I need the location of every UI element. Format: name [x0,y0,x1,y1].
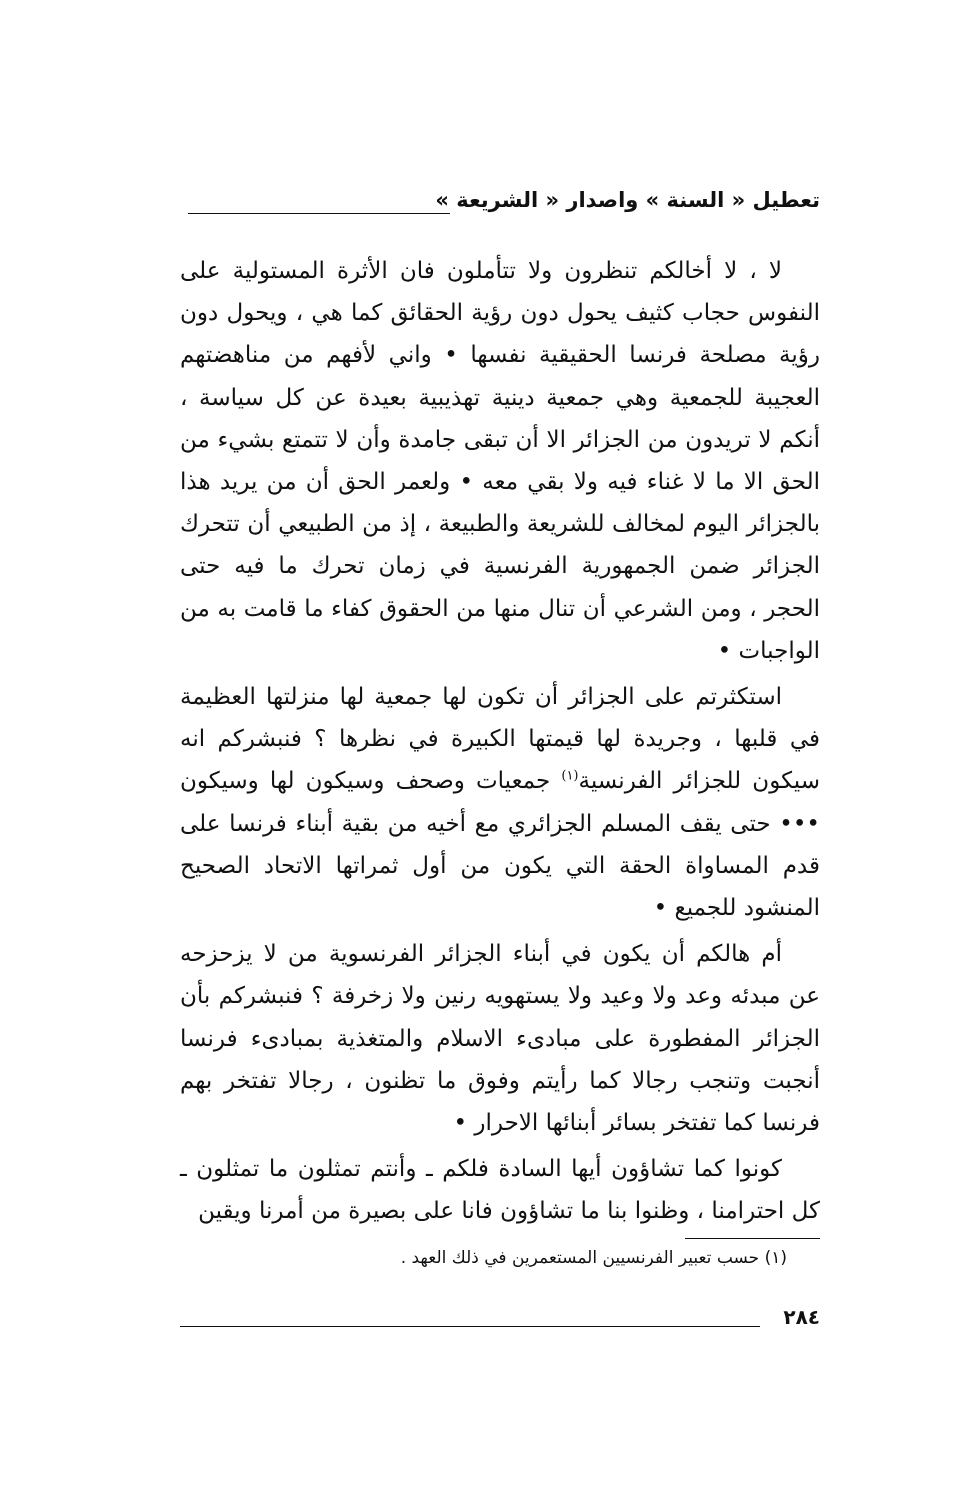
paragraph-1: لا ، لا أخالكم تنظرون ولا تتأملون فان الأثرة المستولية على النفوس حجاب كثيف يحول دون رؤية الحقائق كما هي ، ويحول دون رؤية مصلحة فرنسا الحقيقية نفسها • واني لأفهم من مناهضتهم العجيبة للجمعية وهي جمعية دينية تهذيبية بعيدة عن كل سياسة ، أنكم لا تريدون من الجزائر الا أن تبقى جامدة وأن لا تتمتع بشيء من الحق الا ما لا غناء فيه ولا بقي معه • ولعمر الحق أن من يريد هذا بالجزائر اليوم لمخالف للشريعة والطبيعة ، إذ من الطبيعي أن تتحرك الجزائر ضمن الجمهورية الفرنسية في زمان تحرك ما فيه حتى الحجر ، ومن الشرعي أن تنال منها من الحقوق كفاء ما قامت به من الواجبات • [180,258,820,664]
paragraph-2-text-before: استكثرتم على الجزائر أن تكون لها جمعية لها منزلتها العظيمة في قلبها ، وجريدة لها قيمتها الكبيرة في نظرها ؟ فنبشركم انه سيكون للجزائر الفرنسية [180,684,820,795]
bottom-rule [180,1326,760,1327]
footnote: (١) حسب تعبير الفرنسيين المستعمرين في ذلك العهد . [400,1248,787,1268]
page-number: ٢٨٤ [783,1305,820,1329]
footnote-rule [685,1238,820,1239]
body-text [180,250,820,1233]
footnote-marker: (١) [561,768,579,784]
paragraph-2-text-after: جمعيات وصحف وسيكون لها وسيكون ••• حتى يقف المسلم الجزائري مع أخيه من بقية أبناء فرنسا على قدم المساواة الحقة التي يكون من أول ثمراتها الاتحاد الصحيح المنشود للجميع • [180,768,820,922]
paragraph-2 [180,676,820,929]
header-rule [188,213,450,214]
paragraph-4: كونوا كما تشاؤون أيها السادة فلكم ـ وأنتم تمثلون ما تمثلون ـ كل احترامنا ، وظنوا بنا ما تشاؤون فانا على بصيرة من أمرنا ويقين [180,1156,820,1225]
paragraph-3: أم هالكم أن يكون في أبناء الجزائر الفرنسوية من لا يزحزحه عن مبدئه وعد ولا وعيد ولا يستهويه رنين ولا زخرفة ؟ فنبشركم بأن الجزائر المفطورة على مبادىء الاسلام والمتغذية بمبادىء فرنسا أنجبت وتنجب رجالا كما رأيتم وفوق ما تظنون ، رجالا تفتخر بهم فرنسا كما تفتخر بسائر أبنائها الاحرار • [180,941,820,1137]
running-header [180,188,820,228]
running-header-title: تعطيل « السنة » واصدار « الشريعة » [435,188,820,212]
